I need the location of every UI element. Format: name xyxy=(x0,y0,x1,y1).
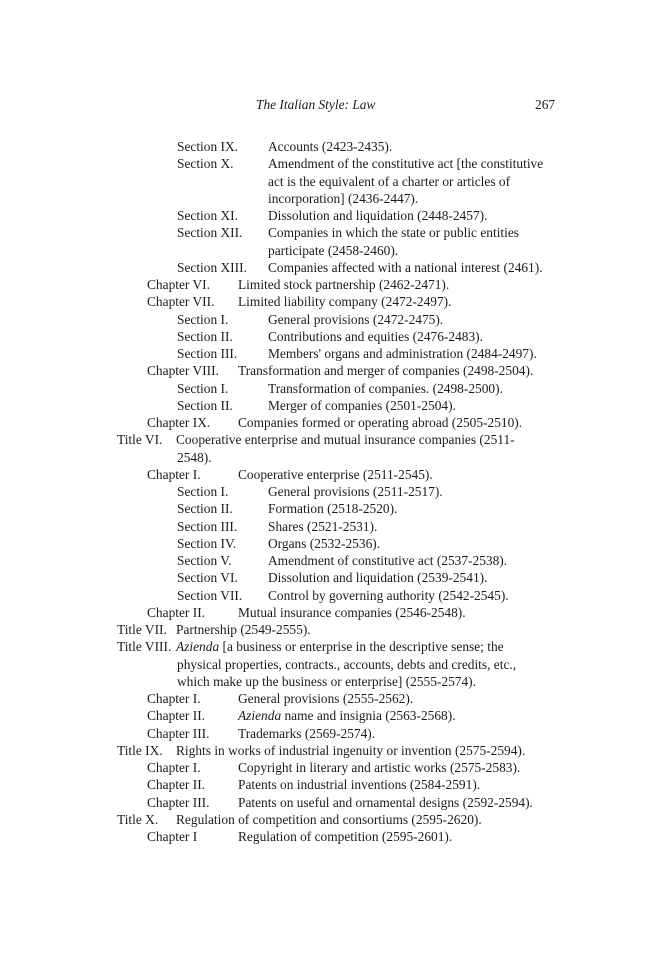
toc-entry-text: Cooperative enterprise (2511-2545). xyxy=(238,466,433,482)
toc-entry xyxy=(0,483,650,500)
toc-entry-text: Patents on useful and ornamental designs (2592-2594). xyxy=(238,794,533,810)
toc-entry-label: Title X. xyxy=(117,811,159,827)
toc-entry-text: Merger of companies (2501-2504). xyxy=(268,397,456,413)
toc-entry-label: Section III. xyxy=(177,346,238,361)
page-header xyxy=(0,97,650,117)
toc-entry-label: Section XII. xyxy=(177,225,243,241)
toc-entry-text: Members' organs and administration (2484-2497). xyxy=(268,346,537,361)
toc-entry-label: Chapter IX. xyxy=(147,415,211,430)
toc-entry-label: Section II. xyxy=(177,397,233,413)
toc-entry xyxy=(0,742,650,759)
toc-entry xyxy=(0,466,650,483)
toc-entry xyxy=(0,328,650,345)
toc-entry-label: Chapter I xyxy=(147,829,198,844)
toc-entry xyxy=(0,811,650,828)
toc-entry-label: Title IX. xyxy=(117,742,163,758)
table-of-contents xyxy=(0,138,650,845)
toc-entry xyxy=(0,431,650,466)
toc-entry-text: Organs (2532-2536). xyxy=(268,535,381,551)
toc-entry-label: Chapter I. xyxy=(147,466,201,482)
toc-entry-label: Title VI. xyxy=(117,432,163,448)
toc-entry xyxy=(0,518,650,535)
toc-entry-label: Section I. xyxy=(177,484,229,499)
toc-entry-text: Accounts (2423-2435). xyxy=(268,139,393,154)
toc-entry-italic-term: Azienda xyxy=(238,708,282,724)
toc-entry xyxy=(0,224,650,259)
toc-entry-label: Section IV. xyxy=(177,535,237,551)
toc-entry xyxy=(0,638,650,690)
toc-entry-label: Section I. xyxy=(177,380,229,396)
toc-entry-label: Section X. xyxy=(177,156,234,172)
toc-entry-text: Amendment of the constitutive act [the constitutive act is the equivalent of a charter or articles of incorporation] (2436-2447). xyxy=(268,156,544,206)
toc-entry-text: Cooperative enterprise and mutual insurance companies (2511-2548). xyxy=(176,432,515,465)
toc-entry-text: Shares (2521-2531). xyxy=(268,518,378,534)
toc-entry-label: Section III. xyxy=(177,518,238,534)
toc-entry-text: Regulation of competition and consortiums (2595-2620). xyxy=(176,811,482,827)
toc-entry-label: Chapter VI. xyxy=(147,277,210,292)
toc-entry-text: Mutual insurance companies (2546-2548). xyxy=(238,604,466,620)
toc-entry-text: General provisions (2472-2475). xyxy=(268,311,444,327)
toc-entry xyxy=(0,293,650,310)
toc-entry xyxy=(0,725,650,742)
toc-entry-text: Dissolution and liquidation (2539-2541). xyxy=(268,570,488,586)
toc-entry xyxy=(0,794,650,811)
toc-entry-label: Section IX. xyxy=(177,139,238,154)
toc-entry-text: General provisions (2555-2562). xyxy=(238,691,414,706)
toc-entry-label: Chapter II. xyxy=(147,708,206,724)
toc-entry xyxy=(0,259,650,276)
toc-entry-label: Title VII. xyxy=(117,622,167,637)
toc-entry-label: Chapter III. xyxy=(147,725,210,741)
toc-entry-text xyxy=(238,707,558,724)
toc-entry-label: Section XIII. xyxy=(177,259,247,275)
toc-entry xyxy=(0,535,650,552)
toc-entry-label: Chapter II. xyxy=(147,777,206,793)
toc-entry xyxy=(0,397,650,414)
toc-entry xyxy=(0,380,650,397)
toc-entry-text: Companies affected with a national interest (2461). xyxy=(268,259,543,275)
page-number: 267 xyxy=(535,97,556,112)
toc-entry-description: [a business or enterprise in the descriptive sense; the physical properties, contracts., accounts, debts and credits, etc., which make up the business or enterprise] (2555-2574). xyxy=(177,639,517,689)
toc-entry-italic-term: Azienda xyxy=(176,639,220,655)
toc-entry-text: Patents on industrial inventions (2584-2591). xyxy=(238,777,481,793)
toc-entry-text: Copyright in literary and artistic works (2575-2583). xyxy=(238,760,521,775)
toc-entry-label: Chapter VIII. xyxy=(147,363,219,379)
toc-entry-text: Control by governing authority (2542-2545). xyxy=(268,587,509,603)
toc-entry-text: Partnership (2549-2555). xyxy=(176,622,311,637)
toc-entry-text: Dissolution and liquidation (2448-2457). xyxy=(268,208,488,223)
toc-entry xyxy=(0,621,650,638)
toc-entry-text: Contributions and equities (2476-2483). xyxy=(268,328,483,344)
toc-entry xyxy=(0,587,650,604)
toc-entry-label: Section VI. xyxy=(177,570,238,586)
toc-entry xyxy=(0,311,650,328)
toc-entry-label: Section II. xyxy=(177,328,233,344)
toc-entry xyxy=(0,155,650,207)
toc-entry xyxy=(0,569,650,586)
toc-entry xyxy=(0,828,650,845)
toc-entry-text xyxy=(177,638,547,690)
toc-entry-label: Section XI. xyxy=(177,208,238,223)
toc-entry-label: Section II. xyxy=(177,501,233,517)
toc-entry-text: Amendment of constitutive act (2537-2538). xyxy=(268,553,508,568)
toc-entry-label: Section V. xyxy=(177,553,232,568)
toc-entry-text: Limited stock partnership (2462-2471). xyxy=(238,277,450,292)
toc-entry-label: Chapter I. xyxy=(147,691,201,706)
toc-entry-text: Regulation of competition (2595-2601). xyxy=(238,829,453,844)
toc-entry xyxy=(0,414,650,431)
toc-entry xyxy=(0,759,650,776)
toc-entry xyxy=(0,362,650,379)
toc-entry xyxy=(0,276,650,293)
toc-entry-text: General provisions (2511-2517). xyxy=(268,484,443,499)
running-title: The Italian Style: Law xyxy=(256,97,376,112)
toc-entry xyxy=(0,690,650,707)
toc-entry-label: Chapter VII. xyxy=(147,294,215,310)
toc-entry-description: name and insignia (2563-2568). xyxy=(281,708,456,724)
toc-entry xyxy=(0,776,650,793)
toc-entry xyxy=(0,604,650,621)
toc-entry-text: Rights in works of industrial ingenuity or invention (2575-2594). xyxy=(176,742,526,758)
toc-entry xyxy=(0,207,650,224)
toc-entry-label: Section VII. xyxy=(177,587,243,603)
toc-entry xyxy=(0,552,650,569)
toc-entry-text: Formation (2518-2520). xyxy=(268,501,398,517)
toc-entry-label: Section I. xyxy=(177,311,229,327)
toc-entry xyxy=(0,138,650,155)
toc-entry xyxy=(0,345,650,362)
toc-entry-label: Chapter III. xyxy=(147,794,210,810)
toc-entry-text: Companies in which the state or public entities participate (2458-2460). xyxy=(268,225,520,258)
toc-entry-label: Chapter I. xyxy=(147,760,201,775)
toc-entry-text: Transformation and merger of companies (2498-2504). xyxy=(238,363,534,379)
toc-entry-label: Chapter II. xyxy=(147,604,206,620)
toc-entry-text: Trademarks (2569-2574). xyxy=(238,725,376,741)
toc-entry-text: Companies formed or operating abroad (2505-2510). xyxy=(238,415,523,430)
toc-entry-text: Limited liability company (2472-2497). xyxy=(238,294,452,310)
toc-entry-label: Title VIII. xyxy=(117,639,172,655)
toc-entry xyxy=(0,707,650,724)
toc-entry xyxy=(0,500,650,517)
toc-entry-text: Transformation of companies. (2498-2500). xyxy=(268,380,503,396)
